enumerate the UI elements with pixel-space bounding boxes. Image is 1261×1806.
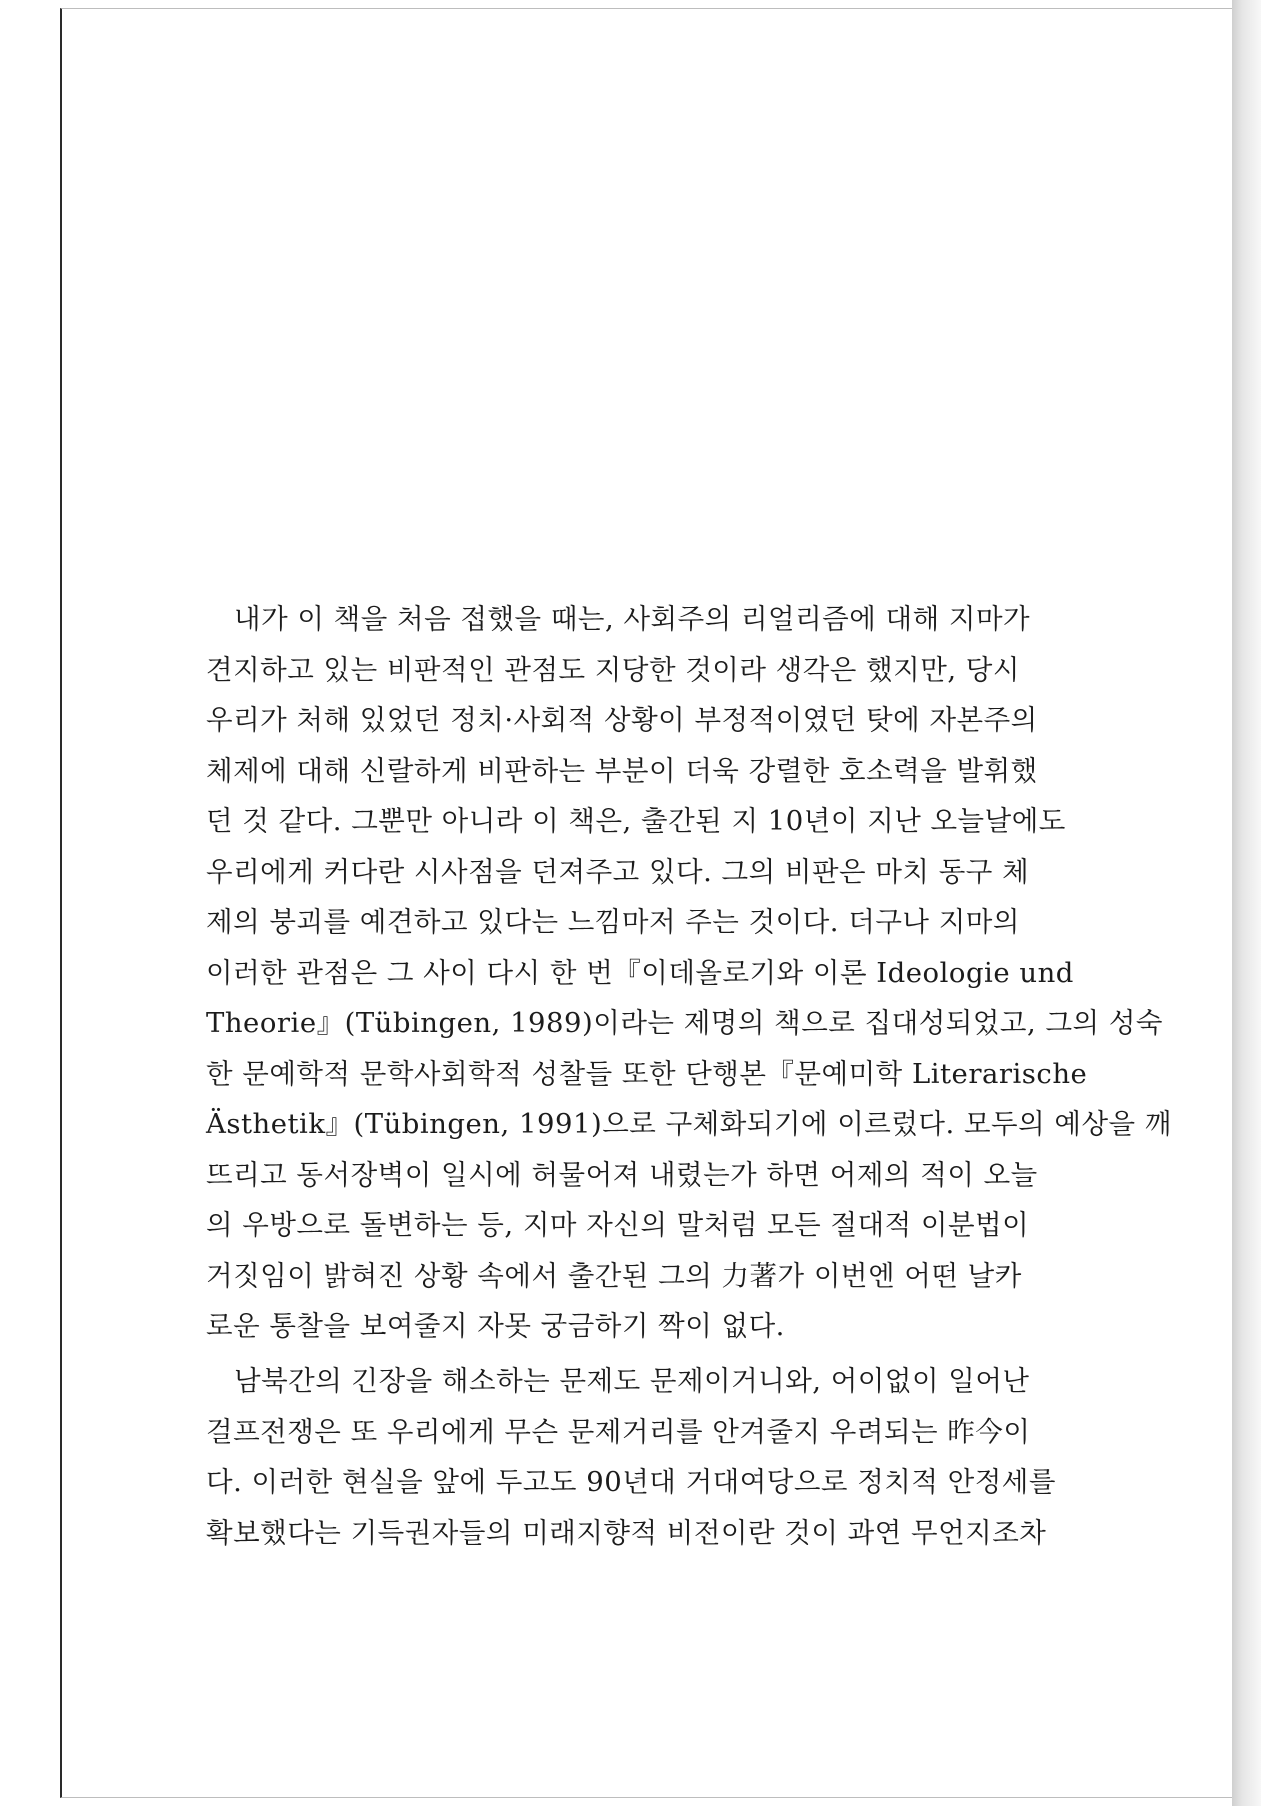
text-line: 의 우방으로 돌변하는 등, 지마 자신의 말처럼 모든 절대적 이분법이	[206, 1209, 1030, 1241]
text-line: 우리에게 커다란 시사점을 던져주고 있다. 그의 비판은 마치 동구 체	[206, 855, 1030, 888]
page-edge-shadow	[1232, 0, 1261, 1806]
text-line: 걸프전쟁은 또 우리에게 무슨 문제거리를 안겨줄지 우려되는 昨今이	[206, 1415, 1031, 1448]
text-line: 확보했다는 기득권자들의 미래지향적 비전이란 것이 과연 무언지조차	[206, 1516, 1047, 1549]
text-line: Theorie』(Tübingen, 1989)이라는 제명의 책으로 집대성되었고, 그의 성숙	[206, 1007, 1163, 1039]
text-line: 던 것 같다. 그뿐만 아니라 이 책은, 출간된 지 10년이 지난 오늘날에도	[206, 805, 1066, 837]
text-line: 남북간의 긴장을 해소하는 문제도 문제이거니와, 어이없이 일어난	[234, 1365, 1030, 1397]
text-line: Ästhetik』(Tübingen, 1991)으로 구체화되기에 이르렀다. 모두의 예상을 깨	[206, 1108, 1172, 1140]
text-line: 견지하고 있는 비판적인 관점도 지당한 것이라 생각은 했지만, 당시	[206, 653, 1020, 686]
text-line: 이러한 관점은 그 사이 다시 한 번『이데올로기와 이론 Ideologie und	[206, 956, 1074, 989]
paragraph-1	[206, 594, 1172, 1352]
text-line: 뜨리고 동서장벽이 일시에 허물어져 내렸는가 하면 어제의 적이 오늘	[206, 1158, 1038, 1191]
text-line: 체제에 대해 신랄하게 비판하는 부분이 더욱 강렬한 호소력을 발휘했	[206, 754, 1038, 787]
text-line: 한 문예학적 문학사회학적 성찰들 또한 단행본『문예미학 Literarische	[206, 1057, 1088, 1090]
text-line: 제의 붕괴를 예견하고 있다는 느낌마저 주는 것이다. 더구나 지마의	[206, 906, 1020, 938]
text-line: 내가 이 책을 처음 접했을 때는, 사회주의 리얼리즘에 대해 지마가	[234, 603, 1031, 635]
text-line: 우리가 처해 있었던 정치·사회적 상황이 부정적이였던 탓에 자본주의	[206, 704, 1038, 736]
paragraph-2	[206, 1356, 1118, 1558]
text-line: 다. 이러한 현실을 앞에 두고도 90년대 거대여당으로 정치적 안정세를	[206, 1466, 1056, 1498]
text-line: 거짓임이 밝혀진 상황 속에서 출간된 그의 力著가 이번엔 어떤 날카	[206, 1259, 1022, 1292]
text-line: 로운 통찰을 보여줄지 자못 궁금하기 짝이 없다.	[206, 1310, 785, 1342]
